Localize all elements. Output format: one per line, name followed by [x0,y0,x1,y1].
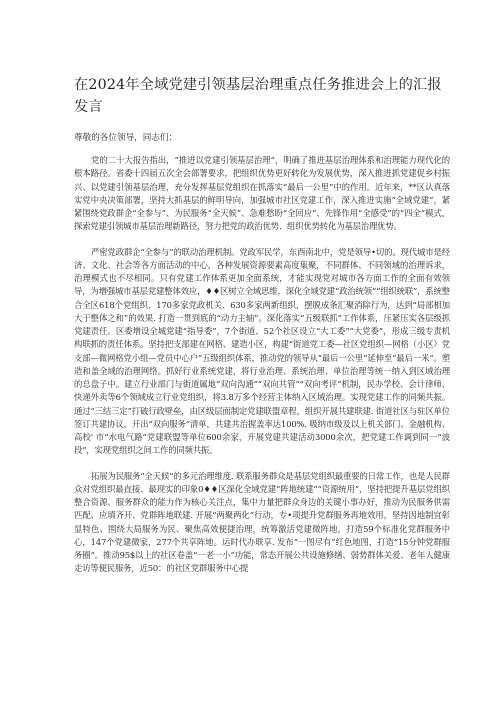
salutation: 尊敬的各位领导，同志们： [74,133,178,143]
paragraph-2: 严密党政群企“全参与”的联动治理机制。党政军民学，东西南北中，党是领导•切的。现代城市是经济、文化、社会等各方面活动的中心，各种发展资源要素高度集聚，不同群体、不同领域的治理诉求，治理模式也不尽相同。只有党建工作体系更加全面系统，才能实现党对城市各方面工作的全面有效领导，为增强城市基层党建整体效应，♦♦区树立全域思维，深化全域党建“政治统领”“组织统联”，系统整合全区618个党组织、170多家党政机关、630多家两新组织，摆脱成条汇聚消除行为，达到“局部相加大于整体之和”的效果. 打造一贯到底的“动力主轴”。深化落实“五级联抓”工作体系，压紧压实各层级抓党建责任。区委增设全城党建“指导委”，7个街道、52个社区设立“大工委”“大党委”，形成三级专责机构联抓的责任体系。坚持把支部建在网格、建造小区，构建“街道党工委—社区党组织—网格（小区）党支部—微网格党小组—党员中心户”五级组织体系，推动党的领导从“最后一公里”延伸至“最后一米”。塑造和盖全域的治理网络。抓好行业系统党建，将行业治理、系统治理、单位治理等统一纳入到区域治理的总盘子中。建立行业部门与街道属地“双向沟通”“双向共管”“双向考评”机制，民办学校、会计律师、快递外卖等6个领域成立行业党组织，将3.8万多个经营主体纳入区域治理。实现党建工作的同频共振。通过“三结三定”打破行政壁垒，由区级层面制定党建联盟章程，组织开展共建联建. 街道社区与驻区单位签订共建协议，开出“双向服务”清单，共建共治握盖率达100%. 吸纳市级及以上机关部门、金融机构、高校' 市“水电气路”党建联盟等单位600余家，开展党建共建活动3000余次，把党建工作调到同一“波段”，实现党组织之间工作的同频共振。 [74,246,450,456]
document-title: 在2024年全域党建引领基层治理重点任务推进会上的汇报发言 [74,77,442,115]
paragraph-3: 拓展为民服务“全天候”的多元治理维度. 联系服务群众是基层党组织最重要的日常工作，也是人民群众对党组织最直接、最现实的印象0♦♦区深化全域党建“阵地统建”“资源统用”，坚持把提升基层党组织整合资源、服务群众的能力作为核心关注点，集中力量把群众身边的关键小事办好，推动为民服务供需匹配、应填齐开、党群阵地联建. 开展“两聚两化”行动，专•项提升党群服务再地效用，坚持因地制宜彰显特色、围绕大局服务为民、聚焦高效便捷治理，统筹激活党建微阵地，打造59个标准化党群服务中心，147个党建微家，277个共享阵地。运时代办联享. 发布“一图尽有”红色地图，打造“15分钟党群服务圈”。推动95$以上的社区卷盖“一老一小”功能，常态开展公共设施修缮、弱势群体关爱、老年人健康走访等便民服务，近50：的社区党群服务中心提 [74,470,450,574]
paragraph-1: 党的二十大报告指出，“推进以党建引领基层治理”，明确了推进基层治理体系和治理能力现代化的根本路径。省委十四届五次全会部署要求，把组织优势更好转化为发展优势，深入推进抓党建促乡村振兴、以党建引领基层治理，充分发挥基层党组织在抓落实“最后一公里”中的作用。近年来，**区认真落实党中央决策部署，坚持大抓基层的鲜明导向，加强城市社区党建工作，深入推进实施“全域党建”，紧紧围绕党政群企“全参与”、为民服务“全天候”、急难愁盼“全回应”、先锋作用“全感受”的“四全”模式，探索党建引领城市基层治理新路径，努力把党的政治优势、组织优势转化为基层治理优势。 [74,155,450,232]
